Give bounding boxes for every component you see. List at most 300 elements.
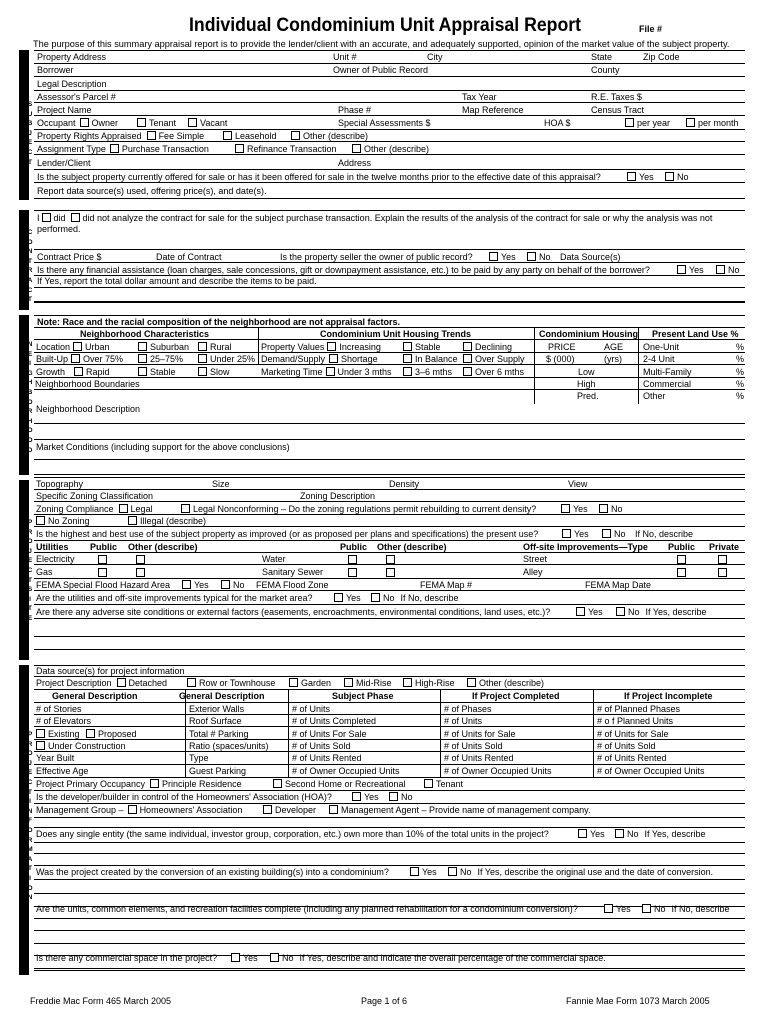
rebuild-no-checkbox[interactable]	[599, 504, 608, 513]
urban-label: Urban	[85, 342, 110, 352]
complete-if-no-label: If No, describe	[671, 904, 730, 914]
developer-no-option	[387, 791, 413, 804]
gas-public-checkbox[interactable]	[98, 568, 107, 577]
rural-option	[196, 341, 232, 354]
vacant-option	[186, 117, 227, 130]
p25-75-checkbox[interactable]	[138, 354, 147, 363]
conversion-no-label: No	[460, 867, 472, 877]
housing-trends-header: Condominium Unit Housing Trends	[320, 329, 471, 339]
rights-other-checkbox[interactable]	[291, 131, 300, 140]
electricity-public-checkbox[interactable]	[98, 555, 107, 564]
project-description-label: Project Description	[36, 678, 112, 688]
management-group-label: Management Group –	[36, 805, 124, 815]
over-supply-option	[461, 353, 525, 366]
over75-checkbox[interactable]	[71, 354, 80, 363]
leasehold-label: Leasehold	[235, 131, 277, 141]
row-townhouse-option	[185, 677, 275, 690]
project-grid-cell: # of Units Sold	[292, 741, 351, 751]
street-public-checkbox[interactable]	[677, 555, 686, 564]
developer-no-label: No	[401, 792, 413, 802]
alley-private-checkbox[interactable]	[718, 568, 727, 577]
gas-other-checkbox[interactable]	[136, 568, 145, 577]
alley-label: Alley	[523, 567, 543, 577]
owner-public-record-label: Owner of Public Record	[333, 65, 429, 75]
occupancy-tenant-option	[422, 778, 463, 791]
complete-no-label: No	[654, 904, 666, 914]
complete-question: Are the units, common elements, and recreation facilities complete (including any planned rehabilitation for a condominium conversion)?	[36, 904, 578, 914]
slow-checkbox[interactable]	[198, 367, 207, 376]
utilities-other-header: Other (describe)	[128, 542, 198, 552]
per-month-label: per month	[698, 118, 739, 128]
property-values-row	[261, 341, 381, 354]
slow-option	[196, 366, 230, 379]
did-not-text: did not analyze the contract for sale for the subject purchase transaction. Explain the results of the analysis of the contract for sale or why the analysis was not	[82, 213, 713, 223]
refinance-transaction-checkbox[interactable]	[235, 144, 244, 153]
low-label: Low	[578, 367, 595, 377]
zip-label: Zip Code	[643, 52, 680, 62]
entity-if-yes-label: If Yes, describe	[644, 829, 706, 839]
assistance-yes-checkbox[interactable]	[677, 265, 686, 274]
proposed-label: Proposed	[98, 729, 137, 739]
owner-checkbox[interactable]	[80, 118, 89, 127]
pred-label: Pred.	[577, 391, 599, 401]
highest-yes-option	[560, 528, 589, 541]
report-data-sources-label: Report data source(s) used, offering price(s), and date(s).	[37, 186, 267, 196]
date-of-contract-label: Date of Contract	[156, 252, 222, 262]
project-grid-cell: # of Units For Sale	[292, 729, 367, 739]
special-assessments-label: Special Assessments $	[338, 118, 431, 128]
project-name-label: Project Name	[37, 105, 92, 115]
fema-no-checkbox[interactable]	[221, 580, 230, 589]
highest-no-checkbox[interactable]	[602, 529, 611, 538]
over6-label: Over 6 mths	[475, 367, 525, 377]
adverse-yes-label: Yes	[588, 607, 603, 617]
phase-label: Phase #	[338, 105, 372, 115]
second-home-option	[271, 778, 406, 791]
contract-side-label: C O N T R A C T	[27, 229, 33, 304]
project-grid-cell: # of Owner Occupied Units	[597, 766, 705, 776]
entity-yes-label: Yes	[590, 829, 605, 839]
growth-stable-checkbox[interactable]	[138, 367, 147, 376]
density-label: Density	[389, 479, 420, 489]
illegal-checkbox[interactable]	[128, 516, 137, 525]
growth-stable-option	[136, 366, 176, 379]
state-label: State	[591, 52, 613, 62]
over-supply-label: Over Supply	[475, 354, 525, 364]
location-row	[36, 341, 110, 354]
property-rights-label: Property Rights Appraised	[37, 131, 142, 141]
conversion-question: Was the project created by the conversion of an existing building(s) into a condominium?	[36, 867, 389, 877]
over-supply-checkbox[interactable]	[463, 354, 472, 363]
under-construction-checkbox[interactable]	[36, 741, 45, 750]
lender-client-label: Lender/Client	[37, 158, 91, 168]
offered-no-option	[663, 171, 689, 184]
offered-no-label: No	[677, 172, 689, 182]
existing-option	[34, 728, 80, 741]
commercial-yes-option	[229, 952, 258, 965]
developer-no-checkbox[interactable]	[389, 792, 398, 801]
per-month-option	[684, 117, 739, 130]
rights-other-label: Other (describe)	[303, 131, 369, 141]
water-other-checkbox[interactable]	[386, 555, 395, 564]
project-grid-cell: # of Units Rented	[292, 753, 362, 763]
no-zoning-checkbox[interactable]	[36, 516, 45, 525]
mid-rise-option	[342, 677, 392, 690]
tenant-option-label: Tenant	[149, 118, 177, 128]
footer-freddie-mac: Freddie Mac Form 465 March 2005	[30, 996, 172, 1006]
complete-yes-checkbox[interactable]	[604, 904, 613, 913]
utilities2-public-header: Public	[340, 542, 368, 552]
utilities2-other-header: Other (describe)	[377, 542, 447, 552]
offered-yes-checkbox[interactable]	[627, 172, 636, 181]
conversion-no-checkbox[interactable]	[448, 867, 457, 876]
in-balance-checkbox[interactable]	[403, 354, 412, 363]
project-grid-cell: Guest Parking	[189, 766, 247, 776]
project-grid-cell: Total # Parking	[189, 729, 249, 739]
sanitary-sewer-label: Sanitary Sewer	[262, 567, 324, 577]
seller-no-checkbox[interactable]	[527, 252, 536, 261]
typical-yes-option	[332, 592, 361, 605]
purchase-transaction-checkbox[interactable]	[110, 144, 119, 153]
project-grid-cell: # of Units	[444, 716, 483, 726]
garden-checkbox[interactable]	[289, 678, 298, 687]
conversion-yes-checkbox[interactable]	[410, 867, 419, 876]
subject-side-label: S U B J E C T	[27, 101, 33, 166]
detached-checkbox[interactable]	[117, 678, 126, 687]
property-values-label: Property Values	[261, 342, 325, 352]
zoning-compliance-row	[36, 503, 153, 516]
adverse-no-checkbox[interactable]	[616, 607, 625, 616]
growth-stable-label: Stable	[150, 367, 176, 377]
project-data-sources-label: Data source(s) for project information	[36, 666, 185, 676]
conversion-no-option	[446, 866, 713, 879]
conversion-yes-label: Yes	[422, 867, 437, 877]
project-grid-cell: # of Elevators	[36, 716, 92, 726]
project-site-side-label: P R O J E C T S I T E	[27, 519, 33, 622]
mid-rise-checkbox[interactable]	[344, 678, 353, 687]
contract-analysis-row	[37, 212, 712, 225]
entity-yes-checkbox[interactable]	[578, 829, 587, 838]
illegal-option	[126, 515, 206, 528]
rebuild-yes-option	[559, 503, 588, 516]
offered-yes-option	[625, 171, 654, 184]
electricity-other-checkbox[interactable]	[136, 555, 145, 564]
highest-no-option	[600, 528, 626, 541]
form-title: Individual Condominium Unit Appraisal Report	[188, 15, 582, 36]
suburban-checkbox[interactable]	[138, 342, 147, 351]
file-number-label: File #	[639, 24, 663, 34]
p25-75-option	[136, 353, 183, 366]
developer-management-option	[261, 804, 316, 817]
seller-no-option	[525, 251, 551, 264]
complete-no-checkbox[interactable]	[642, 904, 651, 913]
fema-yes-checkbox[interactable]	[182, 580, 191, 589]
principle-residence-checkbox[interactable]	[150, 779, 159, 788]
suburban-label: Suburban	[150, 342, 190, 352]
census-tract-label: Census Tract	[591, 105, 645, 115]
project-grid-cell: Type	[189, 753, 209, 763]
shortage-checkbox[interactable]	[329, 354, 338, 363]
seller-yes-checkbox[interactable]	[489, 252, 498, 261]
seller-no-label: No	[539, 252, 551, 262]
illegal-label: Illegal (describe)	[140, 516, 207, 526]
assignment-other-checkbox[interactable]	[352, 144, 361, 153]
assistance-no-option	[714, 264, 740, 277]
adverse-yes-checkbox[interactable]	[576, 607, 585, 616]
leasehold-checkbox[interactable]	[223, 131, 232, 140]
fema-hazard-label: FEMA Special Flood Hazard Area	[36, 580, 171, 590]
street-label: Street	[523, 554, 548, 564]
commercial-label: Commercial	[643, 379, 692, 389]
management-agent-checkbox[interactable]	[329, 805, 338, 814]
occupant-row	[37, 117, 118, 130]
under25-option	[196, 353, 255, 366]
m3-6-label: 3–6 mths	[415, 367, 453, 377]
street-private-checkbox[interactable]	[718, 555, 727, 564]
legal-checkbox[interactable]	[119, 504, 128, 513]
tenant-checkbox[interactable]	[137, 118, 146, 127]
row-townhouse-checkbox[interactable]	[187, 678, 196, 687]
commercial-no-label: No	[282, 953, 294, 963]
proposed-option	[84, 728, 137, 741]
project-description-row	[36, 677, 167, 690]
seller-yes-option	[487, 251, 516, 264]
typical-yes-checkbox[interactable]	[334, 593, 343, 602]
seller-yes-label: Yes	[501, 252, 516, 262]
complete-yes-option	[602, 903, 631, 916]
entity-no-checkbox[interactable]	[615, 829, 624, 838]
detached-label: Detached	[128, 678, 168, 688]
project-information-section	[34, 665, 745, 983]
legal-nonconforming-label: Legal Nonconforming – Do the zoning regulations permit rebuilding to current density?	[193, 504, 537, 514]
project-grid-cell: # of Stories	[36, 704, 82, 714]
condominium-housing-header: Condominium Housing	[539, 329, 638, 339]
hoa-management-label: Homeowners' Association	[139, 805, 243, 815]
second-home-label: Second Home or Recreational	[285, 779, 406, 789]
property-rights-row	[37, 130, 204, 143]
proposed-checkbox[interactable]	[86, 729, 95, 738]
under25-checkbox[interactable]	[198, 354, 207, 363]
purpose-statement: The purpose of this summary appraisal report is to provide the lender/client with an accurate, and adequately supported, opinion of the market value of the subject property.	[33, 39, 730, 49]
over6-option	[461, 366, 524, 379]
project-grid-cell: # o f Planned Units	[597, 716, 674, 726]
complete-yes-label: Yes	[616, 904, 631, 914]
increasing-checkbox[interactable]	[327, 342, 336, 351]
assignment-type-row	[37, 143, 209, 156]
second-home-checkbox[interactable]	[273, 779, 282, 788]
primary-occupancy-label: Project Primary Occupancy	[36, 779, 146, 789]
entity-no-label: No	[627, 829, 639, 839]
typical-if-no-label: If No, describe	[400, 593, 459, 603]
occupant-label: Occupant	[37, 118, 76, 128]
fema-zone-label: FEMA Flood Zone	[256, 580, 329, 590]
high-rise-checkbox[interactable]	[403, 678, 412, 687]
adverse-conditions-question: Are there any adverse site conditions or external factors (easements, encroachments, environmental conditions, land uses, etc.)?	[36, 607, 551, 617]
demand-supply-label: Demand/Supply	[261, 354, 326, 364]
offered-yes-label: Yes	[639, 172, 654, 182]
highest-if-no-label: If No, describe	[635, 529, 694, 539]
subject-section	[34, 50, 745, 202]
offered-no-checkbox[interactable]	[665, 172, 674, 181]
p25-75-label: 25–75%	[150, 354, 184, 364]
commercial-space-question: Is there any commercial space in the project?	[36, 953, 218, 963]
hoa-management-checkbox[interactable]	[128, 805, 137, 814]
subject-phase-header: Subject Phase	[332, 691, 394, 701]
rapid-label: Rapid	[86, 367, 110, 377]
did-not-checkbox[interactable]	[71, 213, 80, 222]
assistance-yes-option	[675, 264, 704, 277]
view-label: View	[568, 479, 588, 489]
per-month-checkbox[interactable]	[686, 118, 695, 127]
zoning-compliance-label: Zoning Compliance	[36, 504, 114, 514]
row-townhouse-label: Row or Townhouse	[199, 678, 276, 688]
no-zoning-option	[34, 515, 90, 528]
rural-checkbox[interactable]	[198, 342, 207, 351]
project-grid-cell: # of Units Rented	[597, 753, 667, 763]
values-stable-checkbox[interactable]	[403, 342, 412, 351]
fema-yes-label: Yes	[194, 580, 209, 590]
electricity-label: Electricity	[36, 554, 75, 564]
owner-option-label: Owner	[91, 118, 119, 128]
commercial-describe-label: If Yes, describe and indicate the overall percentage of the commercial space.	[299, 953, 606, 963]
legal-nonconforming-option	[179, 503, 536, 516]
topography-label: Topography	[36, 479, 84, 489]
project-other-checkbox[interactable]	[467, 678, 476, 687]
fee-simple-label: Fee Simple	[158, 131, 205, 141]
entity-no-option	[613, 828, 706, 841]
garden-label: Garden	[301, 678, 332, 688]
refinance-transaction-label: Refinance Transaction	[247, 144, 337, 154]
existing-checkbox[interactable]	[36, 729, 45, 738]
urban-checkbox[interactable]	[73, 342, 82, 351]
shortage-label: Shortage	[341, 354, 378, 364]
contract-section	[34, 210, 745, 310]
fee-simple-checkbox[interactable]	[147, 131, 156, 140]
over75-label: Over 75%	[83, 354, 124, 364]
developer-management-checkbox[interactable]	[263, 805, 272, 814]
principle-residence-label: Principle Residence	[162, 779, 242, 789]
per-year-checkbox[interactable]	[625, 118, 634, 127]
mid-rise-label: Mid-Rise	[356, 678, 392, 688]
two-four-pct: %	[736, 354, 745, 364]
neighborhood-characteristics-header: Neighborhood Characteristics	[80, 329, 210, 339]
high-label: High	[577, 379, 596, 389]
developer-yes-checkbox[interactable]	[352, 792, 361, 801]
project-grid-cell: # of Owner Occupied Units	[292, 766, 400, 776]
primary-occupancy-row	[36, 778, 242, 791]
sewer-public-checkbox[interactable]	[348, 568, 357, 577]
offsite-header: Off-site Improvements—Type	[523, 542, 648, 552]
management-group-row	[36, 804, 242, 817]
map-reference-label: Map Reference	[462, 105, 524, 115]
assistance-no-checkbox[interactable]	[716, 265, 725, 274]
project-site-section	[34, 477, 745, 660]
rebuild-no-label: No	[611, 504, 623, 514]
fema-map-date-label: FEMA Map Date	[585, 580, 652, 590]
adverse-if-yes-label: If Yes, describe	[645, 607, 707, 617]
single-entity-question: Does any single entity (the same individual, investor group, corporation, etc.) own more than 10% of the total units in the project?	[36, 829, 549, 839]
assignment-other-label: Other (describe)	[364, 144, 430, 154]
typical-no-checkbox[interactable]	[371, 593, 380, 602]
did-label: did	[53, 213, 66, 223]
increasing-label: Increasing	[339, 342, 381, 352]
multi-family-label: Multi-Family	[643, 367, 692, 377]
fema-map-label: FEMA Map #	[420, 580, 473, 590]
utilities-public-header: Public	[90, 542, 118, 552]
project-other-option	[465, 677, 544, 690]
if-yes-report-text: If Yes, report the total dollar amount and describe the items to be paid.	[37, 276, 317, 286]
project-grid-cell: # of Units for Sale	[444, 729, 516, 739]
one-unit-label: One-Unit	[643, 342, 680, 352]
developer-management-label: Developer	[275, 805, 317, 815]
size-label: Size	[212, 479, 230, 489]
location-label: Location	[36, 342, 71, 352]
rural-label: Rural	[210, 342, 232, 352]
legal-description-label: Legal Description	[37, 79, 107, 89]
garden-option	[287, 677, 331, 690]
county-label: County	[591, 65, 620, 75]
built-up-row	[36, 353, 123, 366]
management-agent-label: Management Agent – Provide name of management company.	[341, 805, 591, 815]
refinance-option	[233, 143, 337, 156]
offered-for-sale-question: Is the subject property currently offered for sale or has it been offered for sale in the twelve months prior to the effective date of this appraisal?	[37, 172, 601, 182]
declining-checkbox[interactable]	[463, 342, 472, 351]
project-grid-cell: # of Units Sold	[444, 741, 503, 751]
assistance-yes-label: Yes	[689, 265, 704, 275]
commercial-yes-label: Yes	[243, 953, 258, 963]
hoa-label: HOA $	[544, 118, 571, 128]
marketing-time-row	[261, 366, 392, 379]
price-unit-label: $ (000)	[546, 354, 575, 364]
fema-yes-option	[180, 579, 209, 592]
under3-checkbox[interactable]	[326, 367, 335, 376]
occupancy-tenant-label: Tenant	[436, 779, 464, 789]
age-header: AGE	[604, 342, 624, 352]
water-public-checkbox[interactable]	[348, 555, 357, 564]
developer-yes-label: Yes	[364, 792, 379, 802]
suburban-option	[136, 341, 189, 354]
commercial-no-option	[268, 952, 606, 965]
project-other-label: Other (describe)	[479, 678, 545, 688]
m3-6-option	[401, 366, 452, 379]
contract-i-label: I	[37, 213, 40, 223]
commercial-yes-checkbox[interactable]	[231, 953, 240, 962]
did-checkbox[interactable]	[42, 213, 51, 222]
alley-public-checkbox[interactable]	[677, 568, 686, 577]
sewer-other-checkbox[interactable]	[386, 568, 395, 577]
adverse-yes-option	[574, 606, 603, 619]
highest-yes-checkbox[interactable]	[562, 529, 571, 538]
commercial-no-checkbox[interactable]	[270, 953, 279, 962]
tax-year-label: Tax Year	[462, 92, 497, 102]
legal-nonconforming-checkbox[interactable]	[181, 504, 190, 513]
re-taxes-label: R.E. Taxes $	[591, 92, 642, 102]
highest-yes-label: Yes	[574, 529, 589, 539]
city-label: City	[427, 52, 443, 62]
vacant-checkbox[interactable]	[188, 118, 197, 127]
values-stable-option	[401, 341, 441, 354]
land-use-other-pct: %	[736, 391, 745, 401]
over6-checkbox[interactable]	[463, 367, 472, 376]
occupancy-tenant-checkbox[interactable]	[424, 779, 433, 788]
project-grid-cell: # of Units Completed	[292, 716, 377, 726]
assignment-type-label: Assignment Type	[37, 144, 106, 154]
m3-6-checkbox[interactable]	[403, 367, 412, 376]
assessor-parcel-label: Assessor's Parcel #	[37, 92, 116, 102]
rapid-checkbox[interactable]	[74, 367, 83, 376]
rebuild-yes-checkbox[interactable]	[561, 504, 570, 513]
high-rise-label: High-Rise	[415, 678, 455, 688]
